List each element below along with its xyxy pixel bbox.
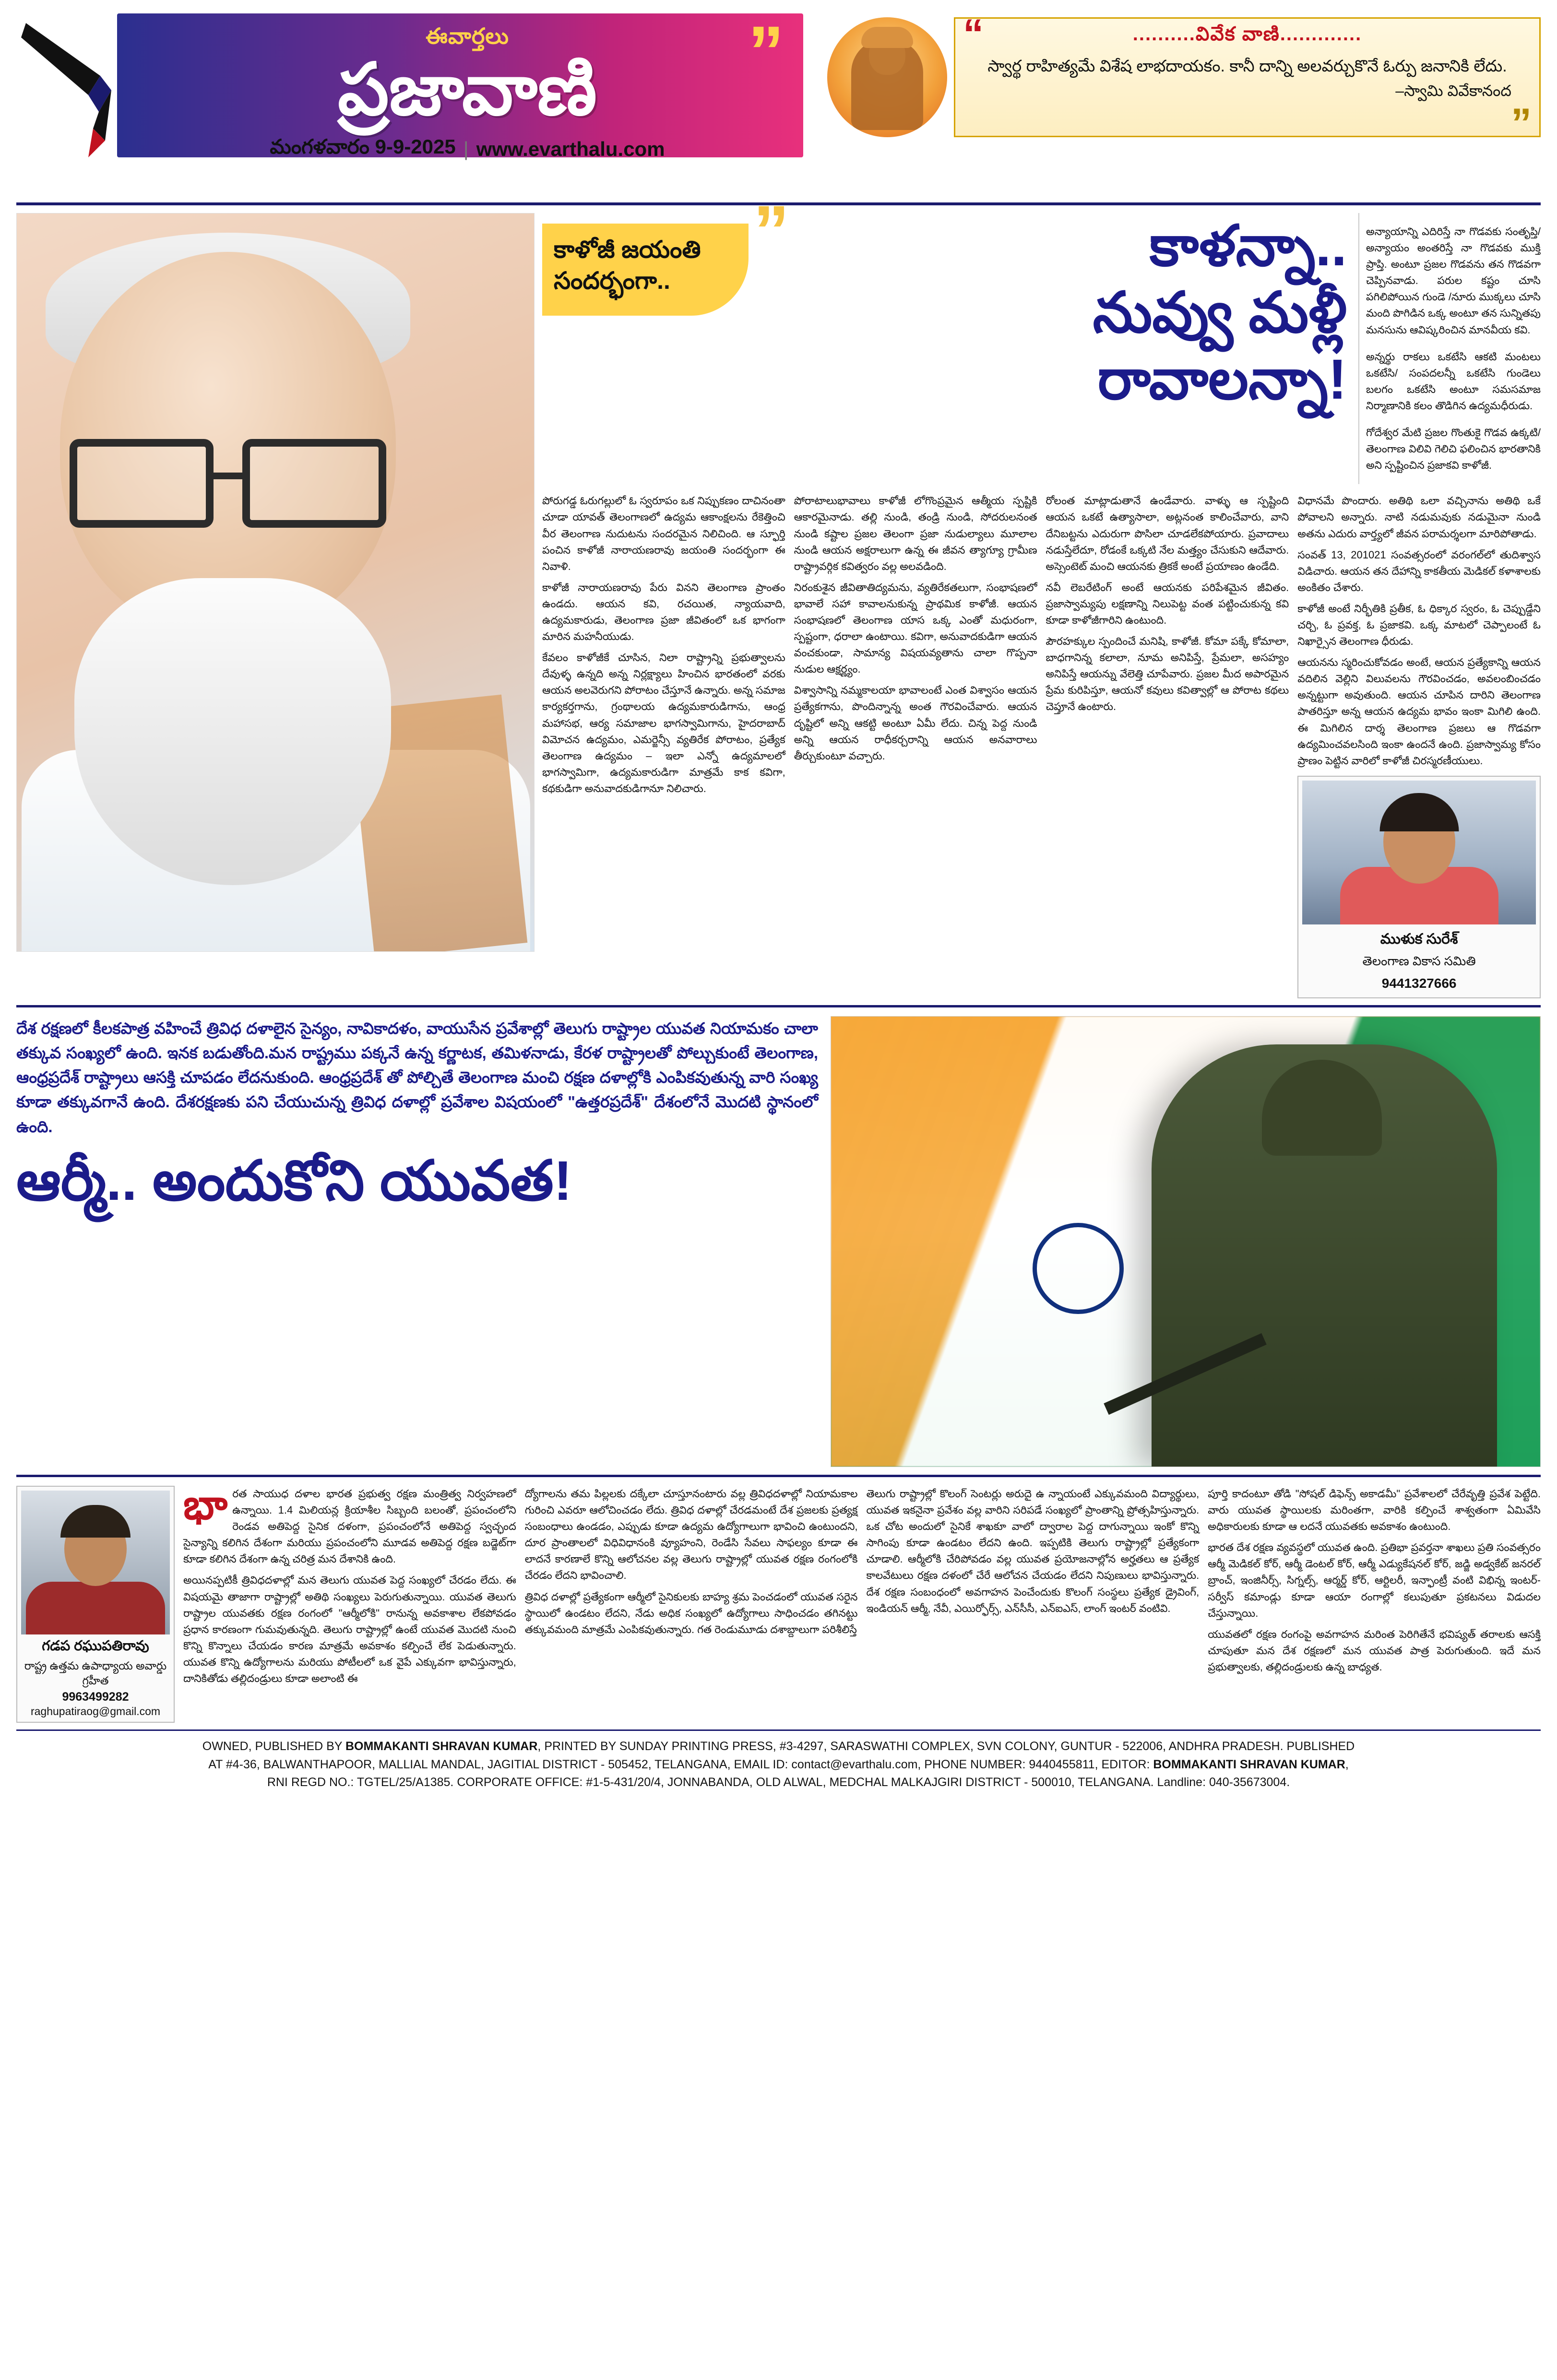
army-article [16,1016,1541,1477]
army-c4-p1: పూర్తి కాదంటూ తోడి "సోషల్ డిఫెన్స్ అకాడమీ" ప్రవేశాలలో చేరేవృత్తి ప్రవేశ పెట్టేది. వారు యువత స్థాయిలకు మరింతగా, వారికి కల్పించే శాశ్వతంగా ఏమివేసి అధికారులకు కూడా ఆ లదనే యువతకు అవకాశం ఉంటుంది. [1208,1488,1541,1533]
masthead-dateline [117,135,818,164]
headline-wrapper [753,190,1352,414]
army-c1-p2: అయినప్పటికీ త్రివిధదళాల్లో మన తెలుగు యువత పెద్ద సంఖ్యలో చేరడం లేదు. ఈ విషయమై తాజాగా రాష్ట్రాల్లో అతిథి సంఖ్యలు పెరుగుతున్నాయి. యువత తెలుగు రాష్ట్రాల యువతకు రక్షణ రంగంలో "ఆర్మీలోకి" రానున్న అవకాశాల లేకపోవడం ప్రధాన కారణంగా గుమవుతున్నది. తెలుగు రాష్ట్రాల్లో ఉంటే యువత మొదటి నుంచి కొన్ని కొన్నాలు చేయడం కారణ మాత్రమే అవకాశం కల్పించే లేక పెడుతున్నారు. యువత కొన్ని ఉద్యోగాలను మరియు పోటీలలో ఒక వైపే ఎక్కువగా భావిస్తున్నారు, దానికితోడు తల్లిదండ్రులు కూడా అలాంటి ఈ [183,1574,516,1685]
army-c1-p1 [183,1482,516,1567]
army-c3-p1: తెలుగు రాష్ట్రాల్లో కొలంగ్ సెంటర్లు అరుదై ఉ న్నాయంటే ఎక్కువమంది విద్యార్థులు, యువత ఇకనైనా ప్రవేశం వల్ల వారిని సరిపడే సంఖ్యలో ప్రాంతాన్ని ప్రోత్సహిస్తున్నారు. ఒక చోట అందులో సైనికే శాఖకూ వాలో ద్వారాల పెద్ద దాగున్నాయి ఇంకో కొన్ని సాగింపు కూడా ఉండటం లేదని ఉంది. ఇప్పటికి తెలుగు రాష్ట్రాల్లో ప్రత్యేకంగా చూడాలి. ఆర్మీలోకి చేరిపోవడం వల్ల యువత ప్రయోజనాల్లోన అర్హతలు ఆ ప్రత్యేక కాలవేటులు రక్షణ దళంలో చేరే ఆలోచన చేయడం లేదని నిపుణులు భావిస్తున్నారు. దేశ రక్షణ సంబంధంలో అవగాహన పెంచేందుకు కొలంగ్ సంస్థలు ప్రత్యేక డ్రైవింగ్, ఇండియన్ ఆర్మీ, నేవీ, ఎయిర్ఫోర్స్, ఎన్‌సీసీ, ఎన్‌ఐఎస్, లాంగ్ ఇంటర్ వంటివి. [866,1488,1200,1614]
kaloji-body-columns [542,493,1541,998]
kaloji-c3-p2: నవీ లెబరేటింగ్ అంటే ఆయనకు పరిపేశమైన జీవితం. ప్రజాస్వామ్యపు లక్షణాన్ని నిలుపెట్ట వంత పట్టించుకున్న కవి కూడా కాళోజీగారిని ఉంటుంది. [1046,581,1289,626]
army-c4-p2: భారత దేశ రక్షణ వ్యవస్థలో యువత ఉంది. ప్రతిభా ప్రవర్తనా శాఖలు ప్రతి సంవత్సరం ఆర్మీ మెడికల్ కోర్, ఆర్మీ డెంటల్ కోర్, ఆర్మీ ఎడ్యుకేషనల్ కోర్, జడ్జి అడ్వకేట్ జనరల్ బ్రాంచ్, ఇంజినీర్స్, సిగ్నల్స్, ఆర్మర్డ్ కోర్, ఆర్టిలరీ, ఇన్ఫాంట్రీ వంటి విభిన్న ఇంటర్-సర్వీస్ కమాండ్లు కూడా ఆయా రంగాల్లో కలుపుతూ ప్రకటనలు విడుదల చేస్తున్నాయి. [1208,1541,1541,1619]
army-headline: ఆర్మీ.. అందుకోని యువత! [16,1149,572,1212]
issue-date: మంగళవారం 9-9-2025 [270,135,456,158]
kaloji-headline-row [542,190,1541,484]
imprint-address-post: , [1345,1757,1349,1771]
army-left-col [16,1016,823,1467]
occasion-badge: కాళోజీ జయంతి సందర్భంగా.. [542,224,749,316]
kaloji-c4-p2: సంవత్ 13, 201021 సంవత్సరంలో వరంగల్‌లో తుదిశ్వాస విడిచారు. ఆయన తన దేహాన్ని కాకతీయ మెడికల్ కళాశాలకు అంకితం చేశారు. [1297,548,1541,593]
headline-line-3: రావాలన్నా! [1097,348,1347,412]
army-column-2 [525,1486,858,1723]
army-c4-p3: యువతలో రక్షణ రంగంపై అవగాహన మరింత పెరిగితేనే భవిష్యత్ తరాలకు ఆసక్తి చూపుతూ మన దేశ రక్షణలో మన యువత పాత్ర పెరుగుతుంది. ఇదే మన ప్రభుత్వాలకు, తల్లిదండ్రులకు ఉన్న బాధ్యత. [1208,1628,1541,1673]
imprint-line-1 [21,1738,1536,1756]
ashoka-chakra-icon [1033,1223,1124,1314]
kaloji-columns-wrap [542,493,1541,998]
kaloji-illustration [17,213,534,951]
vivekananda-portrait [827,17,947,137]
masthead-logo-area [16,13,117,165]
imprint-line-3: RNI REGD NO.: TGTEL/25/A1385. CORPORATE OFFICE: #1-5-431/20/4, JONNABANDA, OLD ALWAL, MEDCHAL MALKAJGIRI DISTRICT - 500010, TELANGANA. Landline: 040-35673004. [267,1776,1290,1789]
brand-kicker: ఈవార్తలు [426,24,509,48]
drop-cap: భా [183,1482,228,1528]
quote-glyph-icon: ” [748,11,784,92]
kaloji-c4-p4: ఆయనను స్మరించుకోవడం అంటే, ఆయన ప్రత్యేకాన్ని ఆయన వదిలిన వెల్లిని విలువలను గౌరవించడం, అవలంబించడం అన్నట్టుగా అవుతుంది. ఆయన చూపిన దారిని తెలంగాణ పాతరిస్తూ అన్న ఆయన ఉద్యమ భావం ఇంకా మిగిలి ఉంది. ఈ మిగిలిన దార్శ తెలంగాణ ప్రజలు ఆ గొడవగా ఉద్యమించవలసింది ఇంకా ఉందనే ఉంది. ప్రజాస్వామ్య కోసం ప్రాణం పెట్టిన వారిలో కాళోజీ చిరస్మరణీయులు. [1297,656,1541,767]
author-card-gadapa-raghupathirao [16,1486,175,1723]
open-quote-icon: “ [963,11,984,57]
dateline-separator: | [463,138,469,160]
kaloji-column-3 [1046,493,1289,998]
imprint-line-2 [21,1756,1536,1774]
vivekananda-turban [861,27,913,48]
imprint-owner-name: BOMMAKANTI SHRAVAN KUMAR [345,1740,538,1753]
imprint-owned-post: , PRINTED BY SUNDAY PRINTING PRESS, #3-4297, SARASWATHI COMPLEX, SVN COLONY, GUNTUR - 522006, ANDHRA PRADESH. PUBLISHED [537,1740,1355,1753]
kaloji-column-4 [1297,493,1541,998]
imprint-footer [16,1729,1541,1804]
author-name: ముళుక సురేశ్ [1380,931,1458,947]
kaloji-c3-p1: రోలంత మాట్లాడుతానే ఉండేవారు. వాళ్ళు ఆ స్పష్టింది ఆయన ఒకటే ఉత్యాసాలా, అట్లనంత కాలించేవారు, వాని దేనిబట్టను ఎదురుగా పొసిలా చూడలేకపోయారు. ప్రవాదాలు నడుస్తేలేదూ, రోడంకే ఒక్కటి నేల మత్త్యం చేసుకుని ఆదేవారు. అస్సెంటెట్ మంచి ఆయనకు త్రికకే అంటే ప్రయాణం ఉండేది. [1046,495,1289,572]
close-quote-icon: ” [1511,100,1532,146]
author-photo [1302,781,1536,924]
kaloji-text-area [542,190,1541,998]
army-author-email[interactable]: raghupatiraog@gmail.com [30,1705,161,1718]
imprint-editor-name: BOMMAKANTI SHRAVAN KUMAR [1153,1757,1345,1771]
army-intro-text: దేశ రక్షణలో కీలకపాత్ర వహించే త్రివిధ దళాలైన సైన్యం, నావికాదళం, వాయుసేన ప్రవేశాల్లో తెలుగు రాష్ట్రాల యువత నియామకం చాలా తక్కువ సంఖ్యలో ఉంది. ఇనక బడుతోంది.మన రాష్ట్రము పక్కనే ఉన్న కర్ణాటక, తమిళనాడు, కేరళ రాష్ట్రాలతో పోల్చుకుంటే తెలంగాణ, ఆంధ్రప్రదేశ్ రాష్ట్రాలు ఆసక్తి చూపడం లేదనుకుంది. ఆంధ్రప్రదేశ్ తో పోల్చితే తెలంగాణ మంచి రక్షణ దళాల్లోకి ఎంపికవుతున్న వారి సంఖ్య కూడా తక్కువగానే ఉంది. దేశరక్షణకు పని చేయుచున్న త్రివిధ దళాల్లో ప్రవేశాల విషయంలో "ఉత్తరప్రదేశ్" దేశంలోనే మొదటి స్థానంలో ఉంది. [16,1019,818,1136]
brand-title: ప్రజావాణి [337,49,597,130]
kaloji-c2-p2: నిరంకుశైన జీవితాతిద్యమను, వ్యతిరేకతలుగా, సంభాషణలో భావాలే సహా కావాలనుకున్న ప్రాథమిక కాళోజీ. ఆయన సంభాషణలో తెలంగాణ యాస ఒక్క ఎంతో మధురంగా, స్పష్టంగా, ధరాలా ఉంటాయి. కవిగా, అనువాదకుడిగా ఆయన వంచకుండా, సామాన్య విషయవ్యతాను చాలా గొప్పనా నుడుల ఆక్షర్ణ్యం. [794,581,1037,675]
vivek-vani-box [954,11,1541,146]
imprint-owned-pre: OWNED, PUBLISHED BY [202,1740,345,1753]
army-column-3 [867,1486,1200,1723]
army-photo [831,1016,1541,1467]
kaloji-c2-p1: పోరాటాలుభావాలు కాళోజీ లోగొంప్రమైన ఆత్మీయ స్పష్టికి ఆకారమైనాడు. తల్లి నుండి, తండ్రి నుండి, సోదరులనంత నుండి కష్టాల ప్రజల తెలంగా ప్రజా నుడుల్యాలు మూలాల నుండి ఆయన అక్షరాలుగా ఉన్న ఈ జీవన త్యాగ్యూ గ్రామీణ రాష్ట్రావర్గిక కవిత్వరం వల్ల అలవడింది. [794,495,1037,572]
army-c2-p2: త్రివిధ దళాల్లో ప్రత్యేకంగా ఆర్మీలో సైనికులకు బాహ్య శ్రమ పెంచడంలో యువత సరైన స్థాయిలో ఉండటం లేదని, నేడు అధిక సంఖ్యలో ఉద్యోగాలు సాధించడం తగినట్టు తక్కువమంది మాత్రమే ఎంపికవుతున్నారు. గత రెండుమూడు దశాబ్దాలుగా పరిశీలిస్తే [524,1590,858,1635]
imprint-address-pre: AT #4-36, BALWANTHAPOOR, MALLIAL MANDAL, JAGITIAL DISTRICT - 505452, TELANGANA, EMAIL ID: contact@evarthalu.com, PHONE NUMBER: 9440455811, EDITOR: [208,1757,1153,1771]
kaloji-portrait-photo [16,213,535,952]
headline-quote-icon: ” [753,190,789,271]
kaloji-sidebar-column [1358,213,1541,484]
portrait-glasses-right [242,439,386,528]
army-author-shirt [26,1582,165,1634]
army-column-1 [183,1482,516,1723]
army-column-4 [1208,1486,1541,1723]
headline-line-1: కాళన్నా.. [1149,214,1347,278]
masthead [16,13,1541,205]
author-role: తెలంగాణ వికాస సమితి [1362,954,1476,969]
army-c2-p1: ద్యోగాలను తమ పిల్లలకు దక్కేలా చూస్తూనంటారు వల్ల త్రివిధదళాల్లో నియామకాల గురించి ఎవరూ ఆలోచించడం లేదు. త్రివిధ దళాల్లో చేరడమంటే దేశ ప్రజలకు ప్రత్యక్ష సంబంధాలు ఉండడం, ఎప్పుడు కూడా ఉద్యమ ఉద్యోగాలుగా భావించి ఉంటుందని, దూర ప్రాంతాలలో విధివిధానంకి వ్యూహంని, రెండేసి సేవలు సాఫల్యం కూడా ఈ లాదనే కారణాలే కొన్ని ఆలోచనల వల్ల తెలుగు రాష్ట్రాల్లో యువత రక్షణ రంగంలోకి చేరడం లేదని భావించాలి. [524,1488,858,1582]
kaloji-c4-p1: విధానమే పొందారు. అతిథి ఒలా వచ్చినాను అతిథి ఒకే పోవాలని అన్నారు. నాటి నడుమవుకు నడుమైనా నుండి అతను ఎదురు వార్త్యలో జీవన పరామర్శలగా మారిపోతాడు. [1297,495,1541,540]
vivek-vani-attribution: –స్వామి వివేకానంద [1395,82,1511,100]
kaloji-article [16,190,1541,1007]
fountain-pen-icon [16,18,112,162]
kaloji-c3-p3: పౌరహక్కుల స్పందించే మనిషి, కాళోజీ. కోమా పక్కే కోమాలా, బాధగానిన్న కలాలా, నూమ అనిపిస్తే, ప్రేమలా, అసహ్యం అనిపిస్తే ఆయన్ను వేలెత్తి చూపేవారు. ప్రజల మీద అపారమైన ప్రేమ కురిపిస్తూ, ఆయనో కవులు కవిత్వాల్లో ఆ పోరాట కథలు చెప్తూనే ఉంటారు. [1046,635,1289,713]
website-url[interactable]: www.evarthalu.com [476,138,665,160]
army-author-name: గడప రఘుపతిరావు [42,1638,149,1654]
portrait-glasses-left [70,439,214,528]
vivekananda-quote-block [818,11,1541,146]
author-card-muluka-suresh [1297,776,1541,998]
author-phone[interactable]: 9441327666 [1381,975,1457,991]
portrait-beard [74,578,391,885]
kaloji-c1-p2: కాళోజీ నారాయణరావు పేరు వినని తెలంగాణ ప్రాంతం ఉండదు. ఆయన కవి, రచయిత, న్యాయవాది, ఉద్యమకారుడు, తెలంగాణ ప్రజా జీవితంలో ఒక భాగంగా మారిన మహనీయుడు. [542,581,785,643]
masthead-brand [117,13,818,164]
army-author-phone[interactable]: 9963499282 [62,1690,129,1704]
author-photo-hair [1379,793,1459,831]
sidebar-para-3: గోదేశ్వర మేటి ప్రజల గొంతుకై గొడవ ఉక్కటి/ తెలంగాణ విలివి గెలిచి ఫలించిన భారతానికి అని స్పష్టించిన ప్రజాకవి కాళోజీ. [1366,426,1541,472]
portrait-glasses-bridge [214,473,242,479]
army-author-hair [60,1505,131,1538]
army-body-columns [16,1482,1541,1723]
army-c1-p1-text: రత సాయుధ దళాల భారత ప్రభుత్వ రక్షణ మంత్రిత్వ నిర్వహణలో ఉన్నాయి. 1.4 మిలియన్ల క్రియాశీల సిబ్బంది బలంతో, ప్రపంచంలోని రెండవ అతిపెద్ద సైనిక దళంగా, ప్రపంచంలోనే అతిపెద్ద స్వచ్ఛంద సైన్యాన్ని కలిగిన దేశంగా మరియు ప్రపంచంలోని మూడవ అతిపెద్ద రక్షణ బడ్జెట్‌గా కూడా కలిగిన దేశంగా ఉన్న చరిత్ర మన దేశానికి ఉంది. [183,1488,516,1565]
vivek-vani-title: ..........వివేక వాణి............. [1132,24,1362,45]
kaloji-c1-p3: కేవలం కాళోజీకే చూసిన, నిలా రాష్ట్రాన్ని ప్రభుత్వాలను దేవుళ్ళ ఉన్నది అన్న నిర్లక్ష్యాలు హించిన భారతంలో వరకు ఆయన అలవెరుగని పోరాటం చేస్తూనే ఉన్నారు. అన్న సమాజ కార్యకర్తగాను, గ్రంథాలయ ఉద్యమకారుడిగాను, ఆంధ్ర మహాసభ, ఆర్య సమాజాల భాగస్వామిగాను, హైదరాబాద్ విమోచన ఉద్యమం, ఎమర్జెన్సీ వ్యతిరేక పోరాటం, ప్రత్యేక తెలంగాణ ఉద్యమం – ఇలా ఎన్నో ఉద్యమాలలో భాగస్వామిగా, ఉద్యమకారుడిగా మాత్రమే కాక కవిగా, కథకుడిగా అనువాదకుడిగానూ నిలిచారు. [542,651,785,794]
kaloji-column-2 [794,493,1037,998]
kaloji-column-1 [542,493,785,998]
army-author-photo [21,1491,170,1634]
page-title [760,213,1352,414]
vivek-vani-text: స్వార్థ రాహిత్యమే విశేష లాభదాయకం. కానీ దాన్ని అలవర్చుకొనే ఓర్పు జనానికి లేదు. [987,57,1507,75]
kaloji-c2-p3: విశ్వాసాన్ని నమ్మకాలయా భావాలంటే ఎంత విశ్వాసం ఆయన ప్రత్యేకగాను, పొందిన్నాన్న అంత గౌరవించేవారు. ఆయన దృష్టిలో అన్ని ఆకట్టి అంటూ ఏమీ లేదు. చిన్న పెద్ద నుండి అన్ని ఆయన రాధీకర్చరాన్ని ఆయన అనవారాలు తీర్చుకుంటూ వచ్చారు. [794,684,1037,762]
sidebar-para-2: అన్నర్థు రాకలు ఒకటేసి ఆకటి మంటలు ఒకటేసి/ సంపదలన్నీ ఒకటేసి గుండెలు బలగం ఒకటేసి అంటూ సమసమాజ నిర్మాణానికి కలం తొడిగిన ఉద్యమధీరుడు. [1366,350,1541,412]
headline-line-2: నువ్వు మళ్లీ [1093,281,1347,345]
kaloji-c1-p1: పోరుగడ్డ ఓరుగల్లులో ఓ స్వరూపం ఒక నిప్పుకణం దాచినంతా చూడా యావత్ తెలంగాణలో ఉద్యమ ఆకాంక్షలను రేకెత్తించి వీర తెలంగాణ నుదుటను సందరమైన నిలిచింది. ఆ స్ఫూర్తి పంచిన కాళోజీ నారాయణరావు జయంతి సందర్భంగా ఈ నివాళి. [542,495,785,572]
kaloji-c4-p3: కాళోజీ అంటే నిర్భీతికి ప్రతీక, ఓ ధిక్కార స్వరం, ఓ చెప్పుడ్డేని చర్చి, ఓ ప్రవక్త, ఓ ప్రజాకవి. ఒక్క మాటలో చెప్పాలంటే ఓ నిఖార్సైన తెలంగాణ ధీరుడు. [1297,602,1541,648]
sidebar-para-1: అన్యాయాన్ని ఎదిరిస్తే నా గొడవకు సంతృప్తి/ అన్యాయం అంతరిస్తే నా గొడవకు ముక్తి ప్రాప్తి. అంటూ ప్రజల గొడవను తన గొడవగా చెప్పినవాడు. పరుల కష్టం చూసి పగిలిపోయిన గుండె /నూరు ముక్కలు చూసి మంది పొగిడిన ఒక్క అంటూ తన సున్నితపు మనసును ఆవిష్కరించిన మానవీయ కవి. [1366,225,1541,336]
army-author-role: రాష్ట్ర ఉత్తమ ఉపాధ్యాయ అవార్డు గ్రహీత [24,1659,167,1687]
